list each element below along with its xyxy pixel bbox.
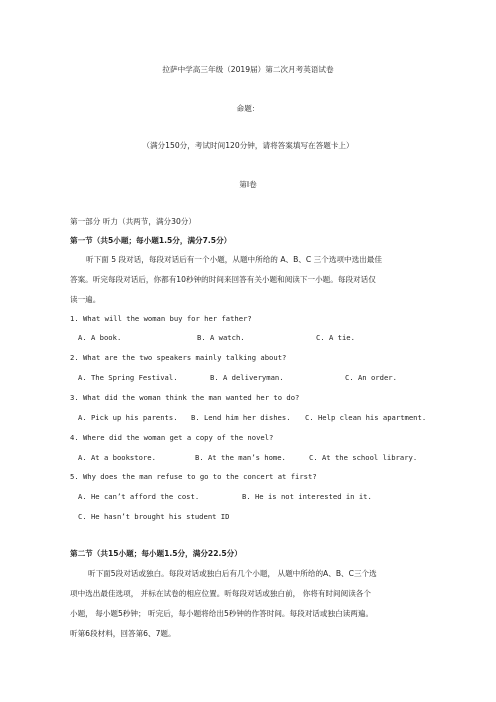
option-a: A. At a bookstore. — [78, 453, 156, 462]
option-b: B. A watch. — [197, 333, 245, 342]
section2-instruction-line: 项中选出最佳选项， 并标在试卷的相应位置。听每段对话或独白前， 你将有时间阅读各个 — [70, 589, 371, 598]
option-b: B. Lend him her dishes. — [191, 413, 291, 422]
exam-title: 拉萨中学高三年级（2019届）第二次月考英语试卷 — [162, 65, 334, 74]
section2-heading: 第二节（共15小题；每小题1.5分，满分22.5分） — [70, 549, 242, 558]
option-c: C. An order. — [345, 373, 397, 382]
question-stem: 1. What will the woman buy for her father? — [70, 314, 252, 323]
option-a: A. A book. — [78, 333, 122, 342]
volume-label: 第Ⅰ卷 — [239, 180, 257, 189]
section1-instruction-line: 读一遍。 — [70, 295, 101, 304]
option-c: C. A tie. — [316, 333, 355, 342]
section2-instruction-line: 听第6段材料，回答第6、7题。 — [70, 629, 176, 638]
option-b: B. At the man’s home. — [195, 453, 286, 462]
option-a: A. He can’t afford the cost. — [78, 492, 200, 501]
option-c: C. At the school library. — [309, 453, 418, 462]
question-stem: 2. What are the two speakers mainly talking about? — [70, 353, 287, 362]
section2-instruction-line: 听下面5段对话或独白。每段对话或独白后有几个小题， 从题中所给的A、B、C三个选 — [88, 569, 377, 578]
exam-note: （满分150分，考试时间120分钟，请将答案填写在答题卡上） — [142, 141, 354, 150]
section1-heading: 第一节（共5小题；每小题1.5分，满分7.5分） — [70, 236, 232, 245]
option-b: B. A deliveryman. — [210, 373, 284, 382]
option-c: C. He hasn’t brought his student ID — [78, 512, 230, 521]
section1-instruction-line: 听下面 5 段对话，每段对话后有一个小题，从题中所给的 A、B、C 三个选项中选出最佳 — [86, 255, 382, 264]
section1-instruction-line: 答案。听完每段对话后，你都有10秒钟的时间来回答有关小题和阅读下一小题。每段对话仅 — [70, 275, 376, 284]
option-a: A. Pick up his parents. — [78, 413, 178, 422]
question-stem: 3. What did the woman think the man wanted her to do? — [70, 393, 300, 402]
section2-instruction-line: 小题， 每小题5秒钟； 听完后，每小题将给出5秒钟的作答时间。每段对话或独白读两遍。 — [70, 609, 374, 618]
option-a: A. The Spring Festival. — [78, 373, 178, 382]
author-line: 命题： — [236, 104, 260, 113]
question-stem: 4. Where did the woman get a copy of the novel? — [70, 433, 274, 442]
option-c: C. Help clean his apartment. — [305, 413, 427, 422]
part1-heading: 第一部分 听力（共两节，满分30分） — [70, 217, 196, 226]
option-b: B. He is not interested in it. — [242, 492, 372, 501]
question-stem: 5. Why does the man refuse to go to the concert at first? — [70, 472, 317, 481]
